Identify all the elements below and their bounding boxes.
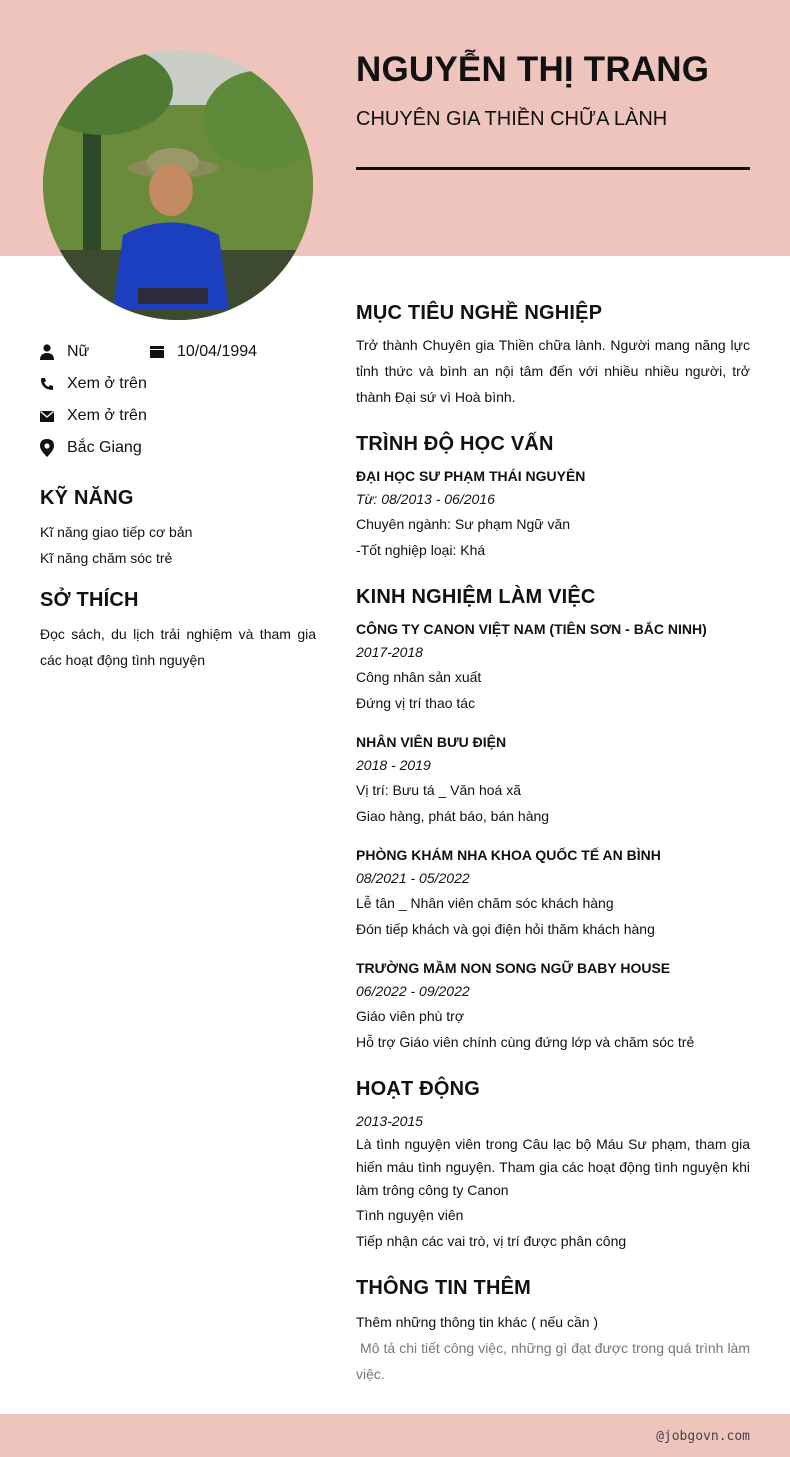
gender-value: Nữ <box>67 343 90 360</box>
objective-text: Trở thành Chuyên gia Thiền chữa lành. Người mang năng lực tỉnh thức và bình an nội tâm đến với nhiều nhiều người, trở thành Đại sứ vì Hoà bình. <box>356 337 750 405</box>
skill-item: Kĩ năng giao tiếp cơ bản <box>40 524 193 540</box>
skill-item: Kĩ năng chăm sóc trẻ <box>40 550 173 566</box>
candidate-name: NGUYỄN THỊ TRANG <box>356 50 710 89</box>
job-line: Đứng vị trí thao tác <box>356 695 476 711</box>
extra-hint: Mô tả chi tiết công việc, những gì đạt được trong quá trình làm việc. <box>356 1340 754 1382</box>
education-title: TRÌNH ĐỘ HỌC VẤN <box>356 433 554 455</box>
education-school: ĐẠI HỌC SƯ PHẠM THÁI NGUYÊN <box>356 468 586 484</box>
activities-date: 2013-2015 <box>356 1113 423 1129</box>
job-date: 2017-2018 <box>356 644 423 660</box>
contact-phone[interactable] <box>40 375 147 393</box>
job-line: Giao hàng, phát báo, bán hàng <box>356 808 550 824</box>
job-date: 2018 - 2019 <box>356 757 431 773</box>
job-line: Giáo viên phù trợ <box>356 1008 465 1024</box>
location-pin-icon <box>40 440 54 456</box>
calendar-icon <box>150 344 164 360</box>
phone-icon <box>40 376 54 392</box>
job-title: PHÒNG KHÁM NHA KHOA QUỐC TẾ AN BÌNH <box>356 847 661 863</box>
job-line: Công nhân sản xuất <box>356 669 482 685</box>
address-value: Bắc Giang <box>67 439 142 456</box>
user-icon <box>40 344 54 360</box>
education-line: -Tốt nghiệp loại: Khá <box>356 542 486 558</box>
extra-title: THÔNG TIN THÊM <box>356 1277 532 1299</box>
job-line: Hỗ trợ Giáo viên chính cùng đứng lớp và chăm sóc trẻ <box>356 1034 695 1050</box>
activities-text: Là tình nguyện viên trong Câu lạc bộ Máu Sư phạm, tham gia hiến máu tình nguyện. Tham gia các hoạt động tình nguyện khi làm trông công ty Canon <box>356 1136 750 1198</box>
job-title: NHÂN VIÊN BƯU ĐIỆN <box>356 734 507 750</box>
candidate-role: CHUYÊN GIA THIỀN CHỮA LÀNH <box>356 108 668 130</box>
job-line: Lễ tân _ Nhân viên chăm sóc khách hàng <box>356 895 614 911</box>
education-line: Chuyên ngành: Sư phạm Ngữ văn <box>356 516 571 532</box>
job-title: CÔNG TY CANON VIỆT NAM (TIÊN SƠN - BẮC NINH) <box>356 621 707 637</box>
birthday-value: 10/04/1994 <box>177 343 258 360</box>
contact-email[interactable] <box>40 407 147 425</box>
job-title: TRƯỜNG MẦM NON SONG NGỮ BABY HOUSE <box>356 960 671 976</box>
hobbies-text: Đọc sách, du lịch trải nghiệm và tham gia các hoạt động tình nguyện <box>40 626 316 668</box>
extra-line: Thêm những thông tin khác ( nếu cần ) <box>356 1314 599 1330</box>
footer-watermark: @jobgovn.com <box>656 1429 750 1444</box>
name-divider <box>356 167 750 170</box>
email-icon <box>40 408 54 424</box>
job-date: 06/2022 - 09/2022 <box>356 983 470 999</box>
job-date: 08/2021 - 05/2022 <box>356 870 470 886</box>
hobbies-title: SỞ THÍCH <box>40 589 139 611</box>
activities-line: Tiếp nhận các vai trò, vị trí được phân công <box>356 1233 627 1249</box>
activities-line: Tình nguyện viên <box>356 1207 464 1223</box>
profile-photo <box>43 50 313 320</box>
phone-value: Xem ở trên <box>67 375 147 392</box>
education-date: Từ: 08/2013 - 06/2016 <box>356 491 495 507</box>
contact-gender <box>40 343 89 361</box>
contact-birthday <box>150 343 257 361</box>
email-value: Xem ở trên <box>67 407 147 424</box>
contact-address <box>40 439 142 457</box>
objective-title: MỤC TIÊU NGHỀ NGHIỆP <box>356 302 603 324</box>
experience-title: KINH NGHIỆM LÀM VIỆC <box>356 586 596 608</box>
skills-title: KỸ NĂNG <box>40 487 134 509</box>
activities-title: HOẠT ĐỘNG <box>356 1078 481 1100</box>
job-line: Đón tiếp khách và gọi điện hỏi thăm khách hàng <box>356 921 655 937</box>
job-line: Vị trí: Bưu tá _ Văn hoá xã <box>356 782 522 798</box>
